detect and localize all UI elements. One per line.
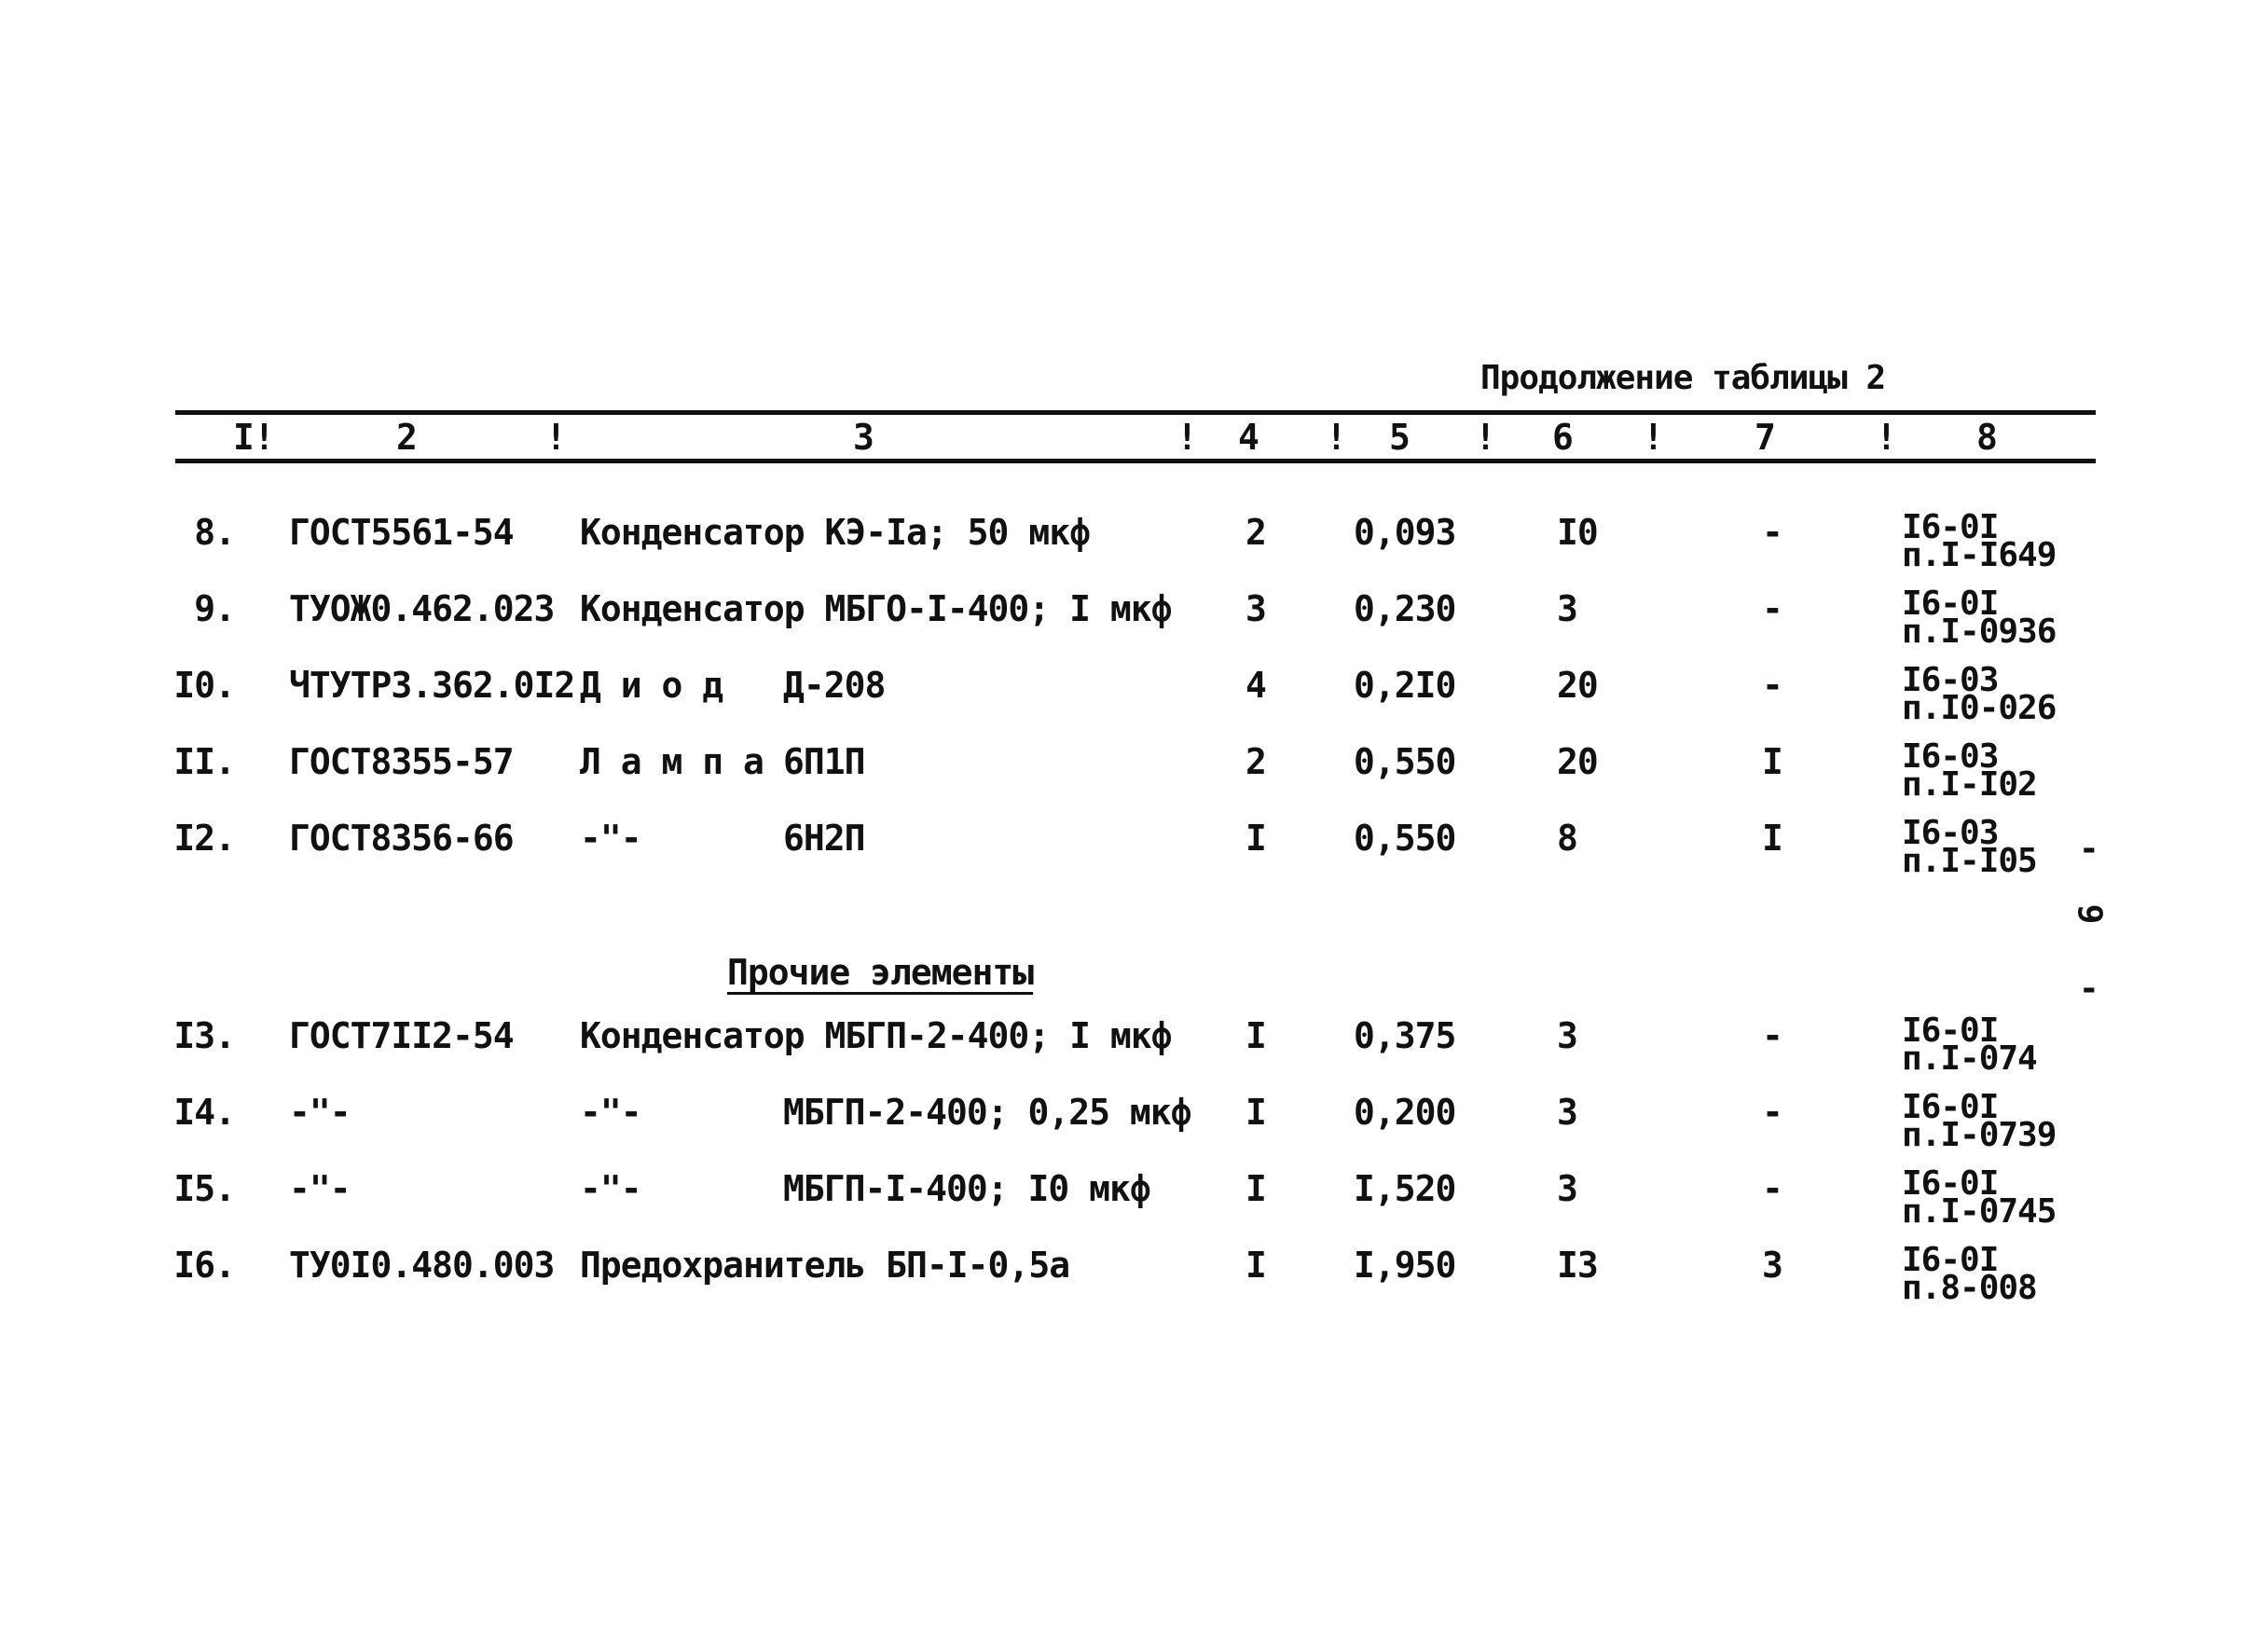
header-col-2: 2 [396, 417, 418, 458]
cell-c8-line2: п.I-I649 [1902, 536, 2057, 574]
cell-c7: - [1762, 1168, 1782, 1209]
header-col-8: 8 [1976, 417, 1998, 458]
cell-name: Конденсатор КЭ-Iа; 50 мкф [580, 512, 1090, 553]
cell-c4: I [1245, 1015, 1266, 1056]
cell-c7: - [1762, 1015, 1782, 1056]
cell-doc: -"- [289, 1092, 351, 1133]
cell-c7: I [1762, 741, 1782, 782]
cell-c6: I0 [1557, 512, 1598, 553]
cell-c4: I [1245, 1168, 1266, 1209]
cell-c5: I,950 [1354, 1245, 1456, 1286]
cell-c7: - [1762, 1092, 1782, 1133]
cell-doc: ГОСТ7II2-54 [289, 1015, 514, 1056]
cell-name: Л а м п а [580, 741, 764, 782]
cell-c8-line1: I6-03 [1902, 661, 1999, 699]
cell-c8-line2: п.I-0936 [1902, 613, 2057, 651]
header-col-1: I [233, 417, 255, 458]
cell-n: II. [173, 741, 235, 782]
cell-n: I6. [173, 1245, 235, 1286]
header-col-7: 7 [1755, 417, 1776, 458]
header-col-4: 4 [1238, 417, 1259, 458]
header-separator: ! [1326, 417, 1347, 458]
cell-c5: 0,093 [1354, 512, 1456, 553]
cell-c8-line1: I6-0I [1902, 1164, 1999, 1203]
cell-c5: 0,375 [1354, 1015, 1456, 1056]
cell-doc: ГОСТ8355-57 [289, 741, 514, 782]
cell-c8-line1: I6-03 [1902, 737, 1999, 776]
cell-c7: 3 [1762, 1245, 1782, 1286]
cell-c4: 3 [1245, 588, 1266, 629]
cell-name: Конденсатор МБГО-I-400; I мкф [580, 588, 1172, 629]
cell-c7: - [1762, 665, 1782, 706]
page-number-dash: - [2079, 830, 2099, 868]
cell-doc: ТУ0I0.480.003 [289, 1245, 555, 1286]
cell-doc: ГОСТ5561-54 [289, 512, 514, 553]
page-number [2070, 830, 2109, 1008]
cell-name: -"- [580, 1168, 641, 1209]
cell-c8-line1: I6-0I [1902, 585, 1999, 623]
cell-c4: 2 [1245, 741, 1266, 782]
cell-c5: 0,230 [1354, 588, 1456, 629]
cell-c8-line1: I6-0I [1902, 1088, 1999, 1126]
header-col-6: 6 [1552, 417, 1574, 458]
cell-name: -"- [580, 818, 641, 859]
cell-c7: - [1762, 512, 1782, 553]
header-separator: ! [1177, 417, 1198, 458]
cell-n: I4. [173, 1092, 235, 1133]
cell-name2: МБГП-2-400; 0,25 мкф [783, 1092, 1191, 1133]
cell-doc: ЧТУТРЗ.362.0I2 [289, 665, 575, 706]
cell-doc: ТУОЖ0.462.023 [289, 588, 555, 629]
cell-c4: 4 [1245, 665, 1266, 706]
table-caption: Продолжение таблицы 2 [1480, 359, 1886, 397]
header-separator: ! [1475, 417, 1496, 458]
header-top-rule [175, 410, 2096, 415]
cell-name: Предохранитель БП-I-0,5а [580, 1245, 1070, 1286]
header-separator: ! [1876, 417, 1897, 458]
cell-c6: 3 [1557, 1168, 1577, 1209]
cell-c6: I3 [1557, 1245, 1598, 1286]
cell-c8-line2: п.I-074 [1902, 1039, 2037, 1078]
cell-c8-line2: п.I-0739 [1902, 1116, 2057, 1154]
section-title: Прочие элементы [727, 952, 1034, 993]
cell-c5: 0,2I0 [1354, 665, 1456, 706]
cell-doc: -"- [289, 1168, 351, 1209]
cell-c5: I,520 [1354, 1168, 1456, 1209]
cell-name: -"- [580, 1092, 641, 1133]
cell-c7: I [1762, 818, 1782, 859]
cell-c8-line1: I6-0I [1902, 508, 1999, 546]
header-col-3: 3 [853, 417, 874, 458]
cell-c6: 3 [1557, 588, 1577, 629]
cell-c7: - [1762, 588, 1782, 629]
cell-c6: 20 [1557, 741, 1598, 782]
cell-c8-line2: п.8-008 [1902, 1269, 2037, 1307]
cell-c6: 3 [1557, 1092, 1577, 1133]
cell-c4: I [1245, 1092, 1266, 1133]
cell-c6: 3 [1557, 1015, 1577, 1056]
cell-c6: 20 [1557, 665, 1598, 706]
cell-c5: 0,550 [1354, 818, 1456, 859]
cell-c4: 2 [1245, 512, 1266, 553]
cell-name: Д и о д [580, 665, 723, 706]
cell-c8-line2: п.I-I05 [1902, 842, 2037, 880]
cell-c4: I [1245, 818, 1266, 859]
cell-name2: 6Н2П [783, 818, 865, 859]
cell-name2: Д-208 [783, 665, 886, 706]
cell-n: 9. [194, 588, 235, 629]
header-separator: ! [254, 417, 275, 458]
header-col-5: 5 [1389, 417, 1411, 458]
page-number-digit: 9 [2070, 903, 2109, 925]
cell-n: I0. [173, 665, 235, 706]
cell-c8-line1: I6-0I [1902, 1241, 1999, 1279]
cell-name: Конденсатор МБГП-2-400; I мкф [580, 1015, 1172, 1056]
cell-name2: 6П1П [783, 741, 865, 782]
cell-c5: 0,200 [1354, 1092, 1456, 1133]
cell-n: I5. [173, 1168, 235, 1209]
cell-c8-line1: I6-03 [1902, 814, 1999, 852]
cell-c4: I [1245, 1245, 1266, 1286]
cell-c8-line1: I6-0I [1902, 1012, 1999, 1050]
header-separator: ! [545, 417, 567, 458]
cell-n: I2. [173, 818, 235, 859]
header-separator: ! [1643, 417, 1664, 458]
cell-n: 8. [194, 512, 235, 553]
page-number-dash: - [2079, 970, 2099, 1008]
header-bottom-rule [175, 459, 2096, 463]
cell-c6: 8 [1557, 818, 1577, 859]
cell-c8-line2: п.I-0745 [1902, 1192, 2057, 1231]
cell-c8-line2: п.I-I02 [1902, 765, 2037, 804]
cell-n: I3. [173, 1015, 235, 1056]
cell-c5: 0,550 [1354, 741, 1456, 782]
cell-name2: МБГП-I-400; I0 мкф [783, 1168, 1150, 1209]
cell-doc: ГОСТ8356-66 [289, 818, 514, 859]
cell-c8-line2: п.I0-026 [1902, 689, 2057, 727]
